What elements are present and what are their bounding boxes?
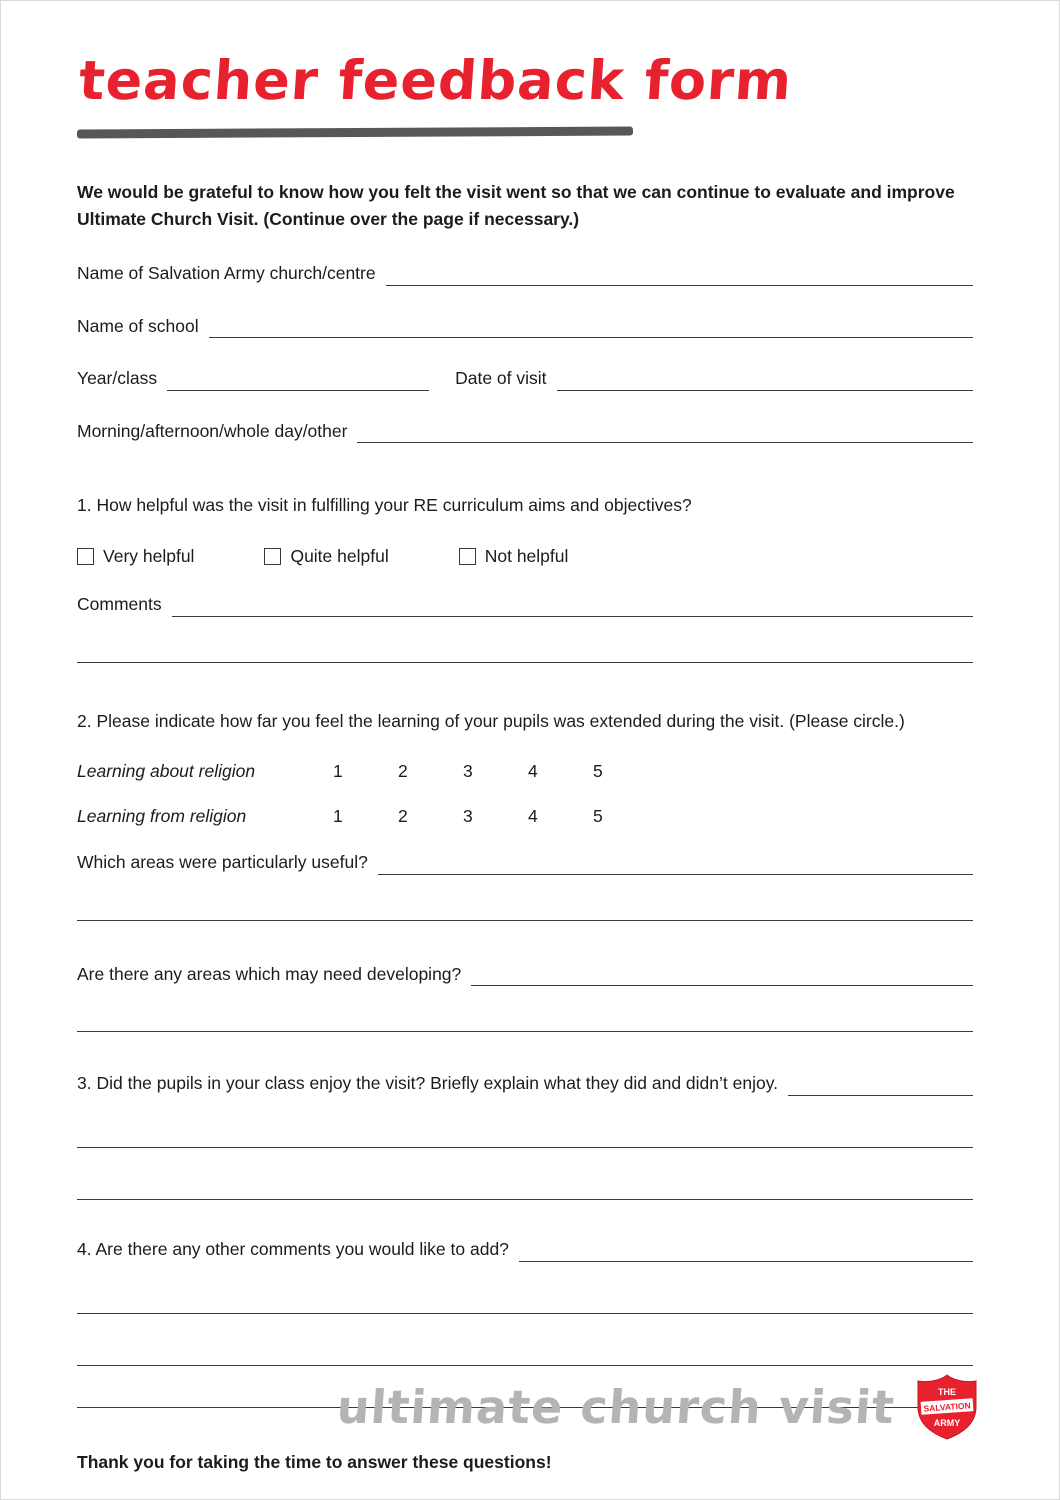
rating-row-about-religion bbox=[77, 761, 973, 782]
thank-you-text: Thank you for taking the time to answer these questions! bbox=[77, 1451, 552, 1472]
intro-text: We would be grateful to know how you felt the visit went so that we can continue to evaluate and improve Ultimate Church Visit. (Continue over the page if necessary.) bbox=[77, 181, 955, 229]
field-row-developing-areas bbox=[77, 963, 973, 987]
school-name-label: Name of school bbox=[77, 315, 199, 336]
rating-about-3[interactable]: 3 bbox=[463, 761, 473, 782]
year-class-write-line[interactable] bbox=[167, 369, 429, 391]
field-row-year-date bbox=[77, 367, 973, 391]
question-3-text: 3. Did the pupils in your class enjoy the visit? Briefly explain what they did and didn’t enjoy. bbox=[77, 1073, 779, 1094]
question-4-extra-write-line-1[interactable] bbox=[77, 1312, 973, 1314]
field-row-question-4 bbox=[77, 1238, 973, 1262]
rating-row-from-religion bbox=[77, 806, 973, 827]
school-name-write-line[interactable] bbox=[209, 316, 973, 338]
not-helpful-label: Not helpful bbox=[484, 545, 569, 566]
question-1-options bbox=[77, 546, 973, 567]
field-row-church bbox=[77, 262, 973, 286]
option-very-helpful[interactable] bbox=[77, 546, 194, 567]
brand-wordmark: ultimate church visit bbox=[335, 1380, 897, 1434]
rating-from-1[interactable]: 1 bbox=[333, 806, 343, 827]
quite-helpful-checkbox[interactable] bbox=[264, 548, 281, 565]
developing-areas-label: Are there any areas which may need developing? bbox=[77, 963, 462, 984]
field-row-comments bbox=[77, 593, 973, 617]
session-label: Morning/afternoon/whole day/other bbox=[77, 420, 348, 441]
question-3-extra-write-line-1[interactable] bbox=[77, 1146, 973, 1148]
rating-about-1[interactable]: 1 bbox=[333, 761, 343, 782]
rating-about-2[interactable]: 2 bbox=[398, 761, 408, 782]
option-quite-helpful[interactable] bbox=[264, 546, 388, 567]
quite-helpful-label: Quite helpful bbox=[290, 545, 389, 566]
rating-from-4[interactable]: 4 bbox=[528, 806, 538, 827]
not-helpful-checkbox[interactable] bbox=[459, 548, 476, 565]
question-3-extra-write-line-2[interactable] bbox=[77, 1198, 973, 1200]
field-row-question-3 bbox=[77, 1072, 973, 1096]
question-4-text: 4. Are there any other comments you would like to add? bbox=[77, 1238, 509, 1259]
rating-about-5[interactable]: 5 bbox=[593, 761, 603, 782]
developing-areas-write-line[interactable] bbox=[471, 964, 973, 986]
very-helpful-checkbox[interactable] bbox=[77, 548, 94, 565]
comments-extra-write-line[interactable] bbox=[77, 661, 973, 663]
question-1-text: 1. How helpful was the visit in fulfilling your RE curriculum aims and objectives? bbox=[77, 495, 692, 516]
useful-areas-write-line[interactable] bbox=[378, 853, 973, 875]
logo-text-army: ARMY bbox=[933, 1418, 961, 1428]
logo-text-the: THE bbox=[938, 1387, 956, 1397]
church-centre-label: Name of Salvation Army church/centre bbox=[77, 262, 376, 283]
question-2-text: 2. Please indicate how far you feel the learning of your pupils was extended during the visit. (Please circle.) bbox=[77, 710, 905, 731]
comments-write-line[interactable] bbox=[172, 595, 973, 617]
option-not-helpful[interactable] bbox=[459, 546, 569, 567]
page-title: teacher feedback form bbox=[76, 49, 795, 112]
year-class-label: Year/class bbox=[77, 368, 158, 389]
rating-from-2[interactable]: 2 bbox=[398, 806, 408, 827]
field-row-session bbox=[77, 420, 973, 444]
learning-about-religion-label: Learning about religion bbox=[77, 761, 256, 782]
useful-areas-label: Which areas were particularly useful? bbox=[77, 852, 368, 873]
rating-from-3[interactable]: 3 bbox=[463, 806, 473, 827]
date-of-visit-label: Date of visit bbox=[455, 368, 547, 389]
rating-from-5[interactable]: 5 bbox=[593, 806, 603, 827]
salvation-army-shield-logo bbox=[915, 1373, 979, 1441]
title-underline bbox=[77, 126, 633, 138]
developing-areas-extra-write-line[interactable] bbox=[77, 1030, 973, 1032]
question-3-write-line[interactable] bbox=[788, 1074, 973, 1096]
field-row-school bbox=[77, 315, 973, 339]
date-of-visit-write-line[interactable] bbox=[557, 369, 973, 391]
question-4-write-line[interactable] bbox=[519, 1240, 973, 1262]
rating-about-4[interactable]: 4 bbox=[528, 761, 538, 782]
question-4-extra-write-line-2[interactable] bbox=[77, 1364, 973, 1366]
useful-areas-extra-write-line[interactable] bbox=[77, 919, 973, 921]
learning-from-religion-label: Learning from religion bbox=[77, 806, 247, 827]
church-centre-write-line[interactable] bbox=[386, 264, 973, 286]
very-helpful-label: Very helpful bbox=[103, 545, 195, 566]
footer bbox=[337, 1373, 979, 1441]
logo-text-salvation: SALVATION bbox=[923, 1400, 971, 1414]
comments-label: Comments bbox=[77, 593, 162, 614]
session-write-line[interactable] bbox=[357, 422, 973, 444]
field-row-useful-areas bbox=[77, 851, 973, 875]
